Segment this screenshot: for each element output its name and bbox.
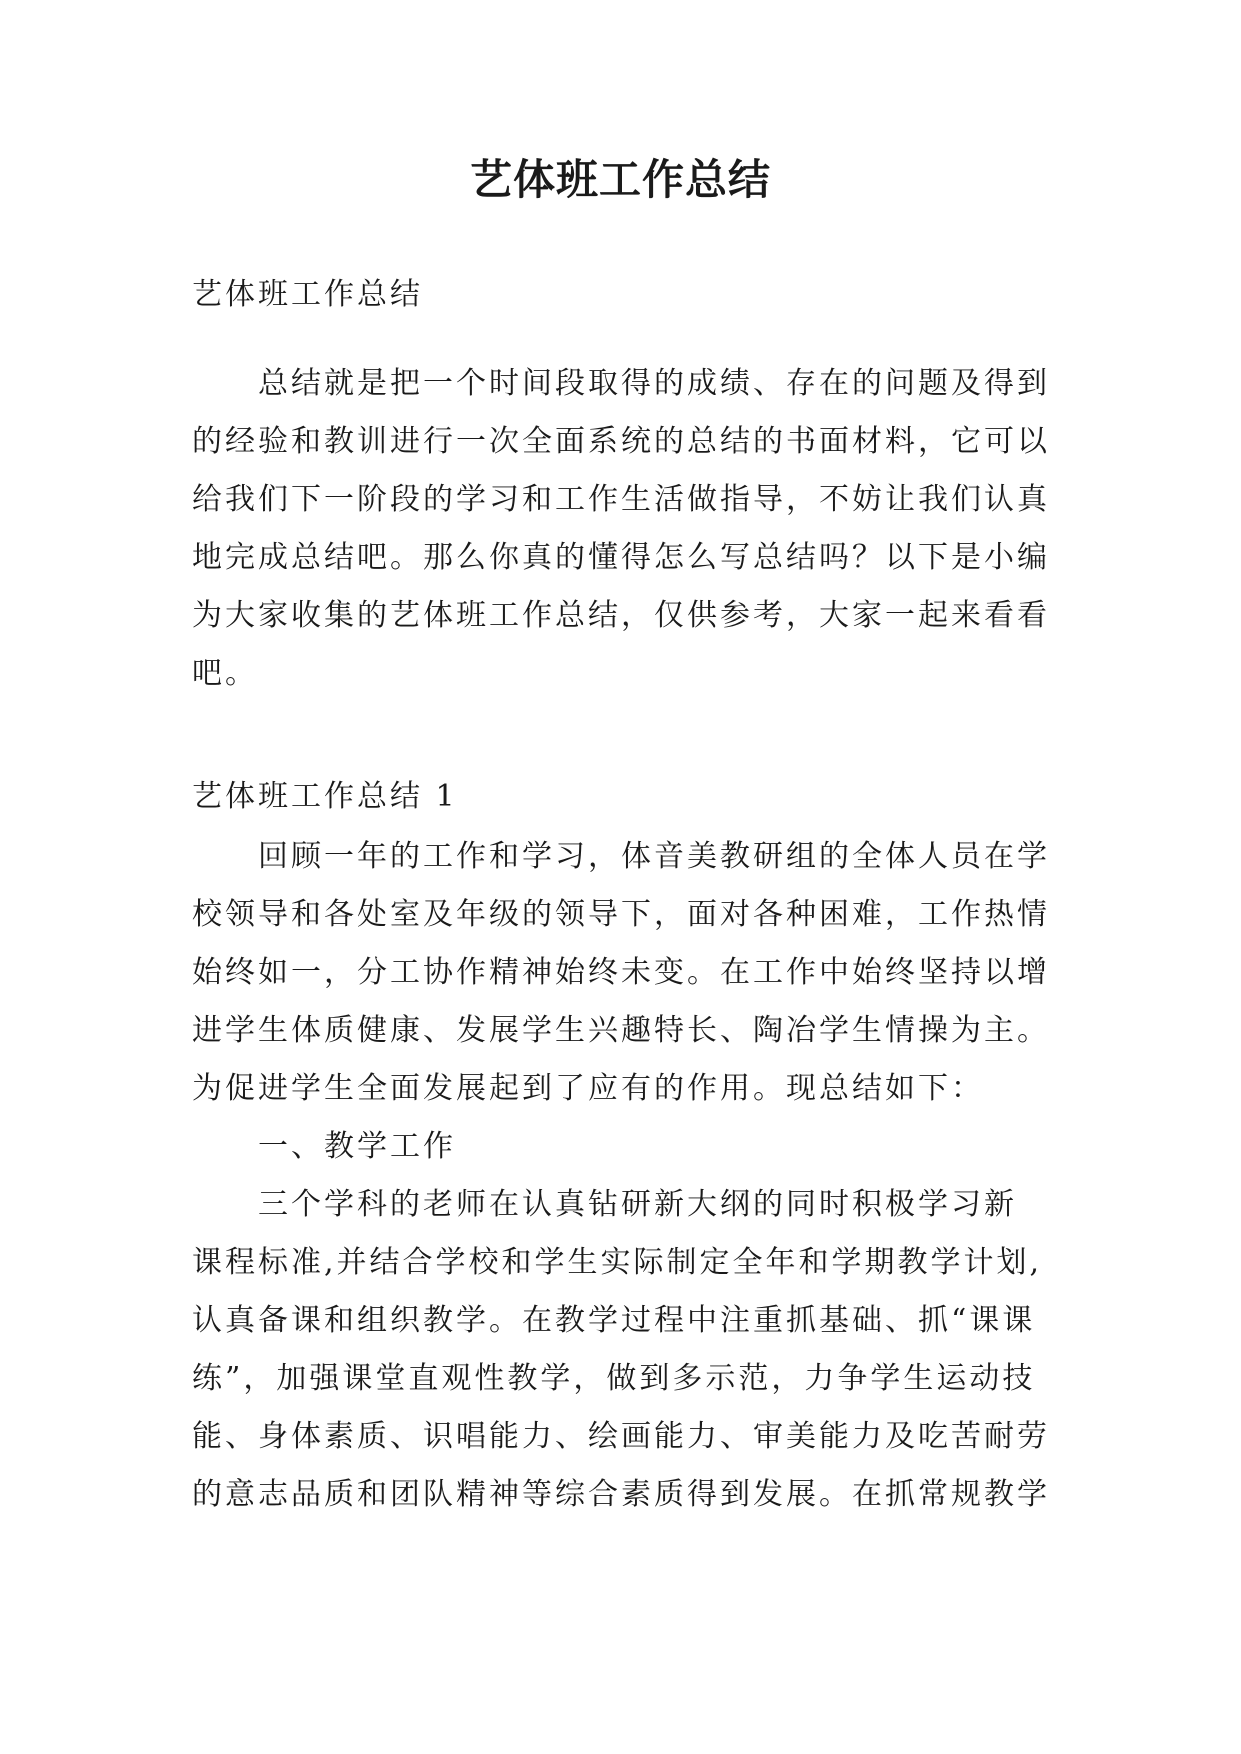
teaching-paragraph <box>192 1176 1052 1524</box>
paragraph-line: 校领导和各处室及年级的领导下，面对各种困难，工作热情 <box>192 897 1050 932</box>
paragraph-line: 能、身体素质、识唱能力、绘画能力、审美能力及吃苦耐劳 <box>192 1419 1050 1454</box>
paragraph-line: 为促进学生全面发展起到了应有的作用。现总结如下： <box>192 1071 984 1106</box>
document-subtitle <box>192 266 1052 324</box>
paragraph-line: 回顾一年的工作和学习，体音美教研组的全体人员在学 <box>258 839 1050 874</box>
paragraph-line: 认真备课和组织教学。在教学过程中注重抓基础、抓“课课 <box>192 1303 1036 1338</box>
subheading-text: 一、教学工作 <box>258 1129 456 1164</box>
section1-paragraph <box>192 828 1052 1118</box>
paragraph-line: 练”，加强课堂直观性教学，做到多示范，力争学生运动技 <box>192 1361 1036 1396</box>
paragraph-line: 进学生体质健康、发展学生兴趣特长、陶冶学生情操为主。 <box>192 1013 1050 1048</box>
paragraph-line: 为大家收集的艺体班工作总结，仅供参考，大家一起来看看 <box>192 598 1050 633</box>
teaching-subheading <box>192 1118 1052 1176</box>
section1-heading <box>192 768 1052 826</box>
paragraph-line: 的经验和教训进行一次全面系统的总结的书面材料，它可以 <box>192 424 1050 459</box>
paragraph-line: 地完成总结吧。那么你真的懂得怎么写总结吗？以下是小编 <box>192 540 1050 575</box>
paragraph-line: 给我们下一阶段的学习和工作生活做指导，不妨让我们认真 <box>192 482 1050 517</box>
intro-paragraph <box>192 355 1052 703</box>
paragraph-line: 课程标准,并结合学校和学生实际制定全年和学期教学计划, <box>192 1245 1043 1280</box>
paragraph-line: 的意志品质和团队精神等综合素质得到发展。在抓常规教学 <box>192 1477 1050 1512</box>
paragraph-line: 三个学科的老师在认真钻研新大纲的同时积极学习新 <box>258 1187 1017 1222</box>
paragraph-line: 吧。 <box>192 656 258 691</box>
section-heading-text: 艺体班工作总结 1 <box>192 779 458 814</box>
document-title: 艺体班工作总结 <box>469 155 771 204</box>
paragraph-line: 总结就是把一个时间段取得的成绩、存在的问题及得到 <box>258 366 1050 401</box>
subtitle-text: 艺体班工作总结 <box>192 277 423 312</box>
paragraph-line: 始终如一，分工协作精神始终未变。在工作中始终坚持以增 <box>192 955 1050 990</box>
